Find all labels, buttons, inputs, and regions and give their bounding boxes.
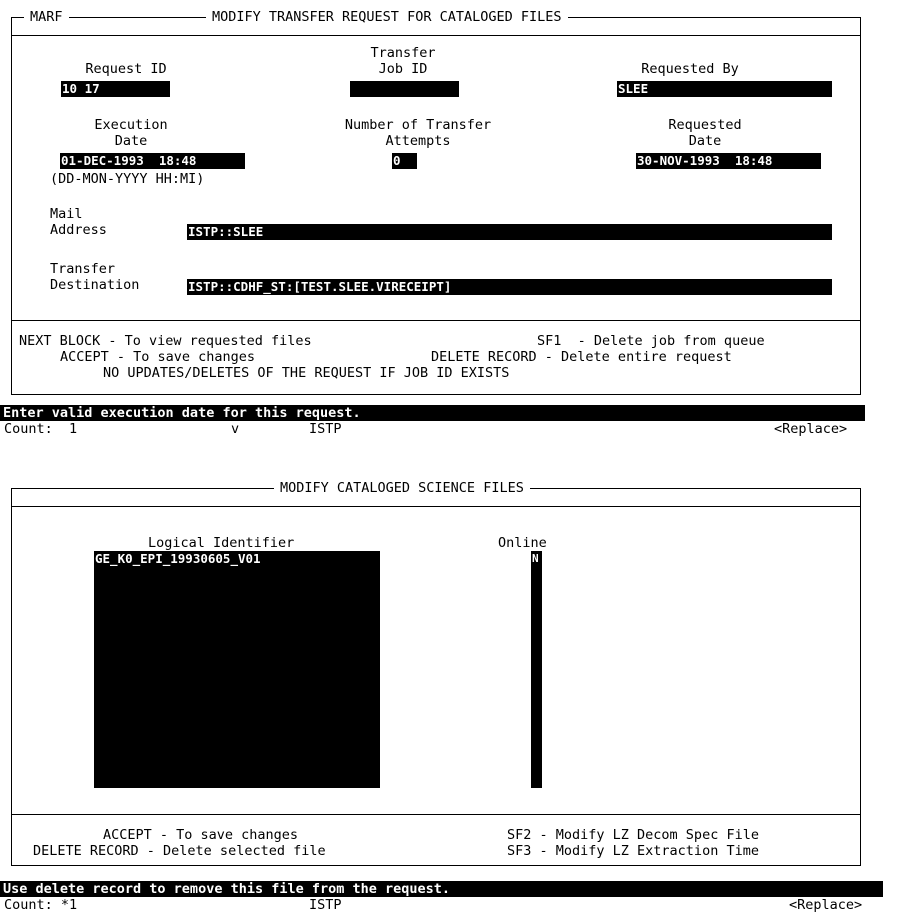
request-id-label: Request ID bbox=[85, 61, 167, 77]
help-sf1: SF1 - Delete job from queue bbox=[537, 333, 765, 349]
app-name: MARF bbox=[24, 9, 69, 25]
help-warning: NO UPDATES/DELETES OF THE REQUEST IF JOB ID EXISTS bbox=[103, 365, 510, 381]
transfer-job-id-label-1: Transfer bbox=[370, 45, 436, 61]
message-line: Enter valid execution date for this request. bbox=[0, 405, 865, 421]
logical-identifier-cell[interactable]: GE_K0_EPI_19930605_V01 bbox=[95, 551, 261, 566]
mail-address-field[interactable]: ISTP::SLEE bbox=[187, 224, 832, 240]
logical-identifier-list[interactable] bbox=[94, 551, 380, 788]
mail-address-label-2: Address bbox=[50, 222, 107, 238]
request-id-field[interactable]: 10 17 bbox=[61, 81, 170, 97]
status-mode: <Replace> bbox=[774, 421, 848, 437]
message-line-2: Use delete record to remove this file from the request. bbox=[0, 881, 883, 897]
form2-divider bbox=[11, 506, 860, 507]
transfer-destination-label-1: Transfer bbox=[50, 261, 116, 277]
requested-by-field[interactable]: SLEE bbox=[617, 81, 832, 97]
online-list[interactable] bbox=[531, 551, 542, 788]
status2-mode: <Replace> bbox=[789, 897, 863, 913]
transfer-attempts-field[interactable]: 0 bbox=[392, 153, 417, 169]
transfer-attempts-label-2: Attempts bbox=[385, 133, 451, 149]
execution-date-label-2: Date bbox=[114, 133, 148, 149]
status2-node: ISTP bbox=[309, 897, 342, 913]
requested-date-label-2: Date bbox=[688, 133, 722, 149]
transfer-destination-label-2: Destination bbox=[50, 277, 140, 293]
help-delete-record: DELETE RECORD - Delete entire request bbox=[431, 349, 732, 365]
online-header: Online bbox=[498, 535, 547, 551]
help2-sf2: SF2 - Modify LZ Decom Spec File bbox=[507, 827, 759, 843]
online-cell[interactable]: N bbox=[532, 552, 539, 565]
mail-address-label-1: Mail bbox=[50, 206, 83, 222]
logical-identifier-header: Logical Identifier bbox=[148, 535, 295, 551]
form-title: MODIFY TRANSFER REQUEST FOR CATALOGED FILES bbox=[206, 9, 568, 25]
help2-sf3: SF3 - Modify LZ Extraction Time bbox=[507, 843, 759, 859]
form-divider bbox=[11, 35, 860, 36]
requested-date-field[interactable]: 30-NOV-1993 18:48 bbox=[636, 153, 821, 169]
transfer-destination-field[interactable]: ISTP::CDHF_ST:[TEST.SLEE.VIRECEIPT] bbox=[187, 279, 832, 295]
execution-date-label-1: Execution bbox=[94, 117, 168, 133]
help2-accept: ACCEPT - To save changes bbox=[103, 827, 299, 843]
help-next-block: NEXT BLOCK - To view requested files bbox=[19, 333, 312, 349]
requested-date-label-1: Requested bbox=[668, 117, 742, 133]
status-node: ISTP bbox=[309, 421, 342, 437]
status-count: Count: 1 bbox=[4, 421, 78, 437]
transfer-job-id-field[interactable] bbox=[350, 81, 459, 97]
status-mark: v bbox=[231, 421, 240, 437]
transfer-attempts-label-1: Number of Transfer bbox=[344, 117, 492, 133]
help2-delete-record: DELETE RECORD - Delete selected file bbox=[33, 843, 326, 859]
help-divider bbox=[11, 320, 860, 321]
form2-title: MODIFY CATALOGED SCIENCE FILES bbox=[274, 480, 530, 496]
requested-by-label: Requested By bbox=[641, 61, 739, 77]
help2-divider bbox=[11, 814, 860, 815]
transfer-job-id-label-2: Job ID bbox=[378, 61, 428, 77]
execution-date-format-hint: (DD-MON-YYYY HH:MI) bbox=[50, 171, 205, 187]
help-accept: ACCEPT - To save changes bbox=[60, 349, 256, 365]
execution-date-field[interactable]: 01-DEC-1993 18:48 bbox=[60, 153, 245, 169]
status2-count: Count: *1 bbox=[4, 897, 78, 913]
